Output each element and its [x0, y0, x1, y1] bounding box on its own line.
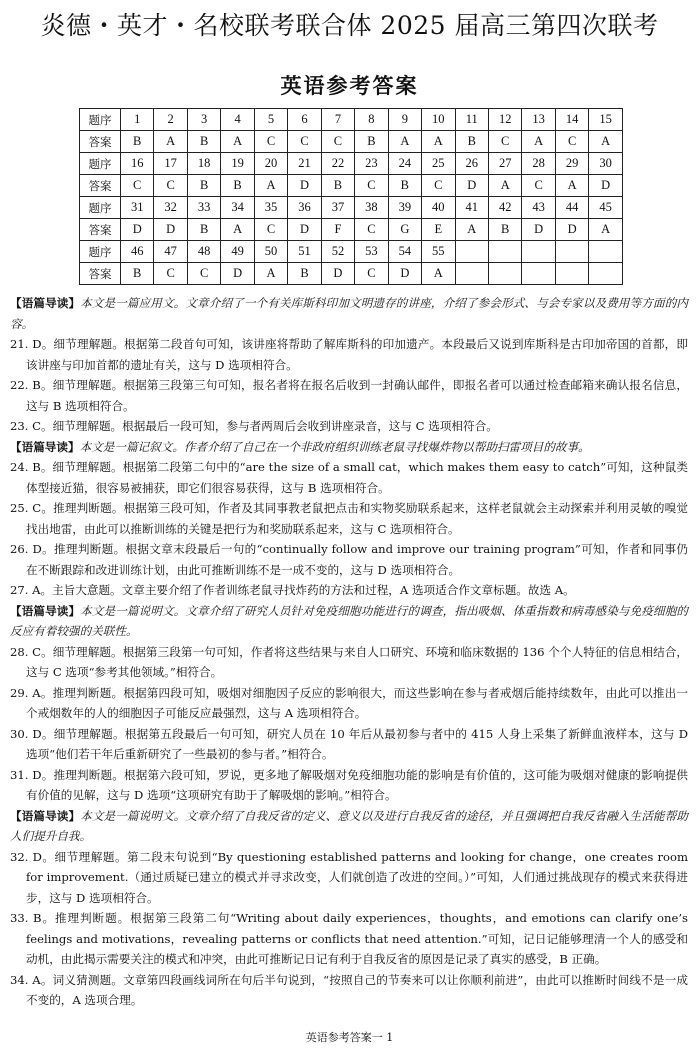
answer-cell: A — [455, 219, 488, 241]
question-number-cell: 43 — [522, 197, 555, 219]
question-number-cell: 51 — [288, 241, 321, 263]
answer-cell — [589, 263, 623, 285]
answer-cell — [488, 263, 521, 285]
question-number-row-label: 题序 — [80, 197, 121, 219]
answer-cell: C — [288, 131, 321, 153]
question-number-cell: 7 — [321, 109, 354, 131]
answer-cell: C — [254, 131, 287, 153]
question-number-cell: 41 — [455, 197, 488, 219]
question-number-cell: 20 — [254, 153, 287, 175]
question-number-cell: 12 — [488, 109, 521, 131]
question-number-row — [80, 109, 623, 131]
question-number-cell: 4 — [221, 109, 254, 131]
answer-cell: C — [422, 175, 455, 197]
answer-cell: B — [187, 219, 220, 241]
answer-cell: D — [288, 175, 321, 197]
page-title: 炎德・英才・名校联考联合体 2025 届高三第四次联考 — [40, 11, 659, 40]
answer-cell: C — [488, 131, 521, 153]
answer-row — [80, 175, 623, 197]
explanations — [10, 293, 688, 1011]
passage-intro-text: 本文是一篇应用文。文章介绍了一个有关库斯科印加文明遗存的讲座，介绍了参会形式、与会专家以及费用等方面的内容。 — [10, 296, 688, 331]
question-number-cell: 18 — [187, 153, 220, 175]
question-number-row-label: 题序 — [80, 153, 121, 175]
question-number-cell: 47 — [154, 241, 187, 263]
question-number-cell: 46 — [121, 241, 154, 263]
answer-cell: A — [388, 131, 421, 153]
passage-intro — [10, 806, 688, 847]
question-number-cell: 49 — [221, 241, 254, 263]
answer-row — [80, 131, 623, 153]
question-number-cell: 17 — [154, 153, 187, 175]
question-number-cell: 35 — [254, 197, 287, 219]
page-subtitle: 英语参考答案 — [280, 74, 419, 98]
answer-explanation: 23. C。细节理解题。根据最后一段可知，参与者两周后会收到讲座录音，这与 C 选项相符合。 — [10, 419, 498, 433]
answer-cell: D — [154, 219, 187, 241]
answer-cell: C — [355, 263, 388, 285]
answer-cell: A — [254, 175, 287, 197]
answer-cell: C — [154, 175, 187, 197]
answer-explanation: 34. A。词义猜测题。文章第四段画线词所在句后半句说到，“按照自己的节奏来可以让你顺利前进”，由此可以推断时间线不是一成不变的，A 选项合理。 — [10, 972, 688, 1007]
passage-intro — [10, 601, 688, 642]
answer-cell: C — [254, 219, 287, 241]
answer-cell: B — [221, 175, 254, 197]
answer-row-label: 答案 — [80, 263, 121, 285]
answer-explanation: 31. D。推理判断题。根据第六段可知，罗说，更多地了解吸烟对免疫细胞功能的影响是有价值的，这可能为吸烟对健康的影响提供有价值的见解，这与 D 选项“这项研究有助于了解吸烟的影响。”相符合。 — [10, 767, 688, 802]
passage-intro-text: 本文是一篇记叙文。作者介绍了自己在一个非政府组织训练老鼠寻找爆炸物以帮助扫雷项目的故事。 — [79, 439, 590, 454]
answer-row-label: 答案 — [80, 219, 121, 241]
answer-cell: A — [589, 219, 623, 241]
question-number-cell — [589, 241, 623, 263]
question-number-cell: 1 — [121, 109, 154, 131]
answer-cell: C — [522, 175, 555, 197]
answer-explanation: 26. D。推理判断题。根据文章末段最后一句的“continually follow and improve our training program”可知，作者和同事仍在不断跟踪和改进训练计划，由此可推断训练不是一成不变的，这与 D 选项相符合。 — [10, 542, 688, 577]
answer-cell: D — [555, 219, 588, 241]
question-number-row — [80, 153, 623, 175]
question-number-cell: 37 — [321, 197, 354, 219]
question-number-cell: 26 — [455, 153, 488, 175]
question-number-row — [80, 197, 623, 219]
passage-intro-text: 本文是一篇说明文。文章介绍了研究人员针对免疫细胞功能进行的调查，指出吸烟、体重指数和病毒感染与免疫细胞的反应有着较强的关联性。 — [10, 603, 688, 638]
answer-cell: D — [121, 219, 154, 241]
answer-cell: D — [455, 175, 488, 197]
answer-cell: B — [121, 131, 154, 153]
answer-cell: D — [221, 263, 254, 285]
question-number-cell — [488, 241, 521, 263]
answer-explanation: 25. C。推理判断题。根据第三段可知，作者及其同事教老鼠把点击和实物奖励联系起来，这样老鼠就会主动探索并利用灵敏的嗅觉找出地雷，由此可以推断训练的关键是把行为和奖励联系起来，这与 C 选项相符合。 — [10, 501, 688, 536]
passage-intro-text: 本文是一篇说明文。文章介绍了自我反省的定义、意义以及进行自我反省的途径，并且强调把自我反省融入生活能帮助人们提升自我。 — [10, 808, 688, 843]
passage-intro-tag: 【语篇导读】 — [10, 603, 81, 618]
question-number-cell: 39 — [388, 197, 421, 219]
answer-cell: A — [555, 175, 588, 197]
question-number-cell: 3 — [187, 109, 220, 131]
question-number-cell: 28 — [522, 153, 555, 175]
answer-explanation: 27. A。主旨大意题。文章主要介绍了作者训练老鼠寻找炸药的方法和过程，A 选项适合作文章标题。故选 A。 — [10, 583, 575, 597]
question-number-row-label: 题序 — [80, 109, 121, 131]
question-number-cell: 25 — [422, 153, 455, 175]
page-footer: 英语参考答案一 1 — [305, 1031, 394, 1044]
answer-cell: C — [355, 175, 388, 197]
question-number-cell: 36 — [288, 197, 321, 219]
answer-cell: B — [388, 175, 421, 197]
answer-cell: A — [154, 131, 187, 153]
answer-cell: B — [488, 219, 521, 241]
answer-row — [80, 219, 623, 241]
answer-cell: A — [422, 263, 455, 285]
answer-row-label: 答案 — [80, 131, 121, 153]
question-number-cell — [555, 241, 588, 263]
question-number-cell: 21 — [288, 153, 321, 175]
answer-cell: A — [221, 219, 254, 241]
question-number-cell — [455, 241, 488, 263]
question-number-cell: 6 — [288, 109, 321, 131]
question-number-cell: 24 — [388, 153, 421, 175]
answer-cell: A — [221, 131, 254, 153]
answer-table — [79, 108, 623, 285]
answer-explanation: 32. D。细节理解题。第二段末句说到“By questioning established patterns and looking for change，one creates room for improvement.（通过质疑已建立的模式并寻求改变，人们就创造了改进的空间。）”可知，人们通过挑战现存的模式来获得进步，这与 D 选项相符合。 — [10, 849, 688, 905]
answer-explanation: 29. A。推理判断题。根据第四段可知，吸烟对细胞因子反应的影响很大，而这些影响在参与者戒烟后能持续数年，由此可以推出一个戒烟数年的人的细胞因子可能反应最强烈，这与 A 选项相符合。 — [10, 685, 688, 720]
answer-explanation: 24. B。细节理解题。根据第二段第二句中的“are the size of a small cat，which makes them easy to catch”可知，这种鼠类体型接近猫，很容易被捕获，即它们很容易获得，这与 B 选项相符合。 — [10, 460, 688, 495]
answer-cell: G — [388, 219, 421, 241]
question-number-cell: 40 — [422, 197, 455, 219]
question-number-cell: 16 — [121, 153, 154, 175]
answer-cell: B — [321, 175, 354, 197]
question-number-cell: 29 — [555, 153, 588, 175]
question-number-cell: 44 — [555, 197, 588, 219]
question-number-cell: 27 — [488, 153, 521, 175]
question-number-cell: 55 — [422, 241, 455, 263]
question-number-cell: 31 — [121, 197, 154, 219]
question-number-cell: 9 — [388, 109, 421, 131]
answer-cell: E — [422, 219, 455, 241]
question-number-cell: 53 — [355, 241, 388, 263]
question-number-cell: 30 — [589, 153, 623, 175]
answer-cell: D — [321, 263, 354, 285]
answer-cell: B — [187, 131, 220, 153]
question-number-cell: 33 — [187, 197, 220, 219]
question-number-cell: 45 — [589, 197, 623, 219]
answer-explanation: 21. D。细节理解题。根据第二段首句可知，该讲座将帮助了解库斯科的印加遗产。本段最后又说到库斯科是古印加帝国的首都，即该讲座与印加首都的遗址有关，这与 D 选项相符合。 — [10, 337, 688, 372]
question-number-cell: 42 — [488, 197, 521, 219]
passage-intro-tag: 【语篇导读】 — [10, 808, 81, 823]
question-number-cell: 38 — [355, 197, 388, 219]
question-number-cell: 2 — [154, 109, 187, 131]
answer-cell: A — [254, 263, 287, 285]
answer-cell: C — [321, 131, 354, 153]
question-number-cell: 50 — [254, 241, 287, 263]
question-number-cell: 23 — [355, 153, 388, 175]
answer-cell: C — [355, 219, 388, 241]
question-number-cell: 48 — [187, 241, 220, 263]
answer-cell: B — [288, 263, 321, 285]
answer-cell: D — [522, 219, 555, 241]
answer-cell: D — [388, 263, 421, 285]
answer-row — [80, 263, 623, 285]
answer-cell — [522, 263, 555, 285]
answer-cell: B — [355, 131, 388, 153]
answer-explanation: 28. C。细节理解题。根据第三段第一句可知，作者将这些结果与来自人口研究、环境和临床数据的 136 个个人特征的信息相结合，这与 C 选项“参考其他领域。”相符合。 — [10, 644, 688, 679]
answer-explanation: 30. D。细节理解题。根据第五段最后一句可知，研究人员在 10 年后从最初参与者中的 415 人身上采集了新鲜血液样本，这与 D 选项“他们若干年后重新研究了一些最初的参与者。”相符合。 — [10, 726, 688, 761]
question-number-cell: 34 — [221, 197, 254, 219]
answer-cell: A — [522, 131, 555, 153]
answer-cell: A — [422, 131, 455, 153]
answer-cell: A — [488, 175, 521, 197]
question-number-cell: 22 — [321, 153, 354, 175]
question-number-cell: 11 — [455, 109, 488, 131]
question-number-cell: 54 — [388, 241, 421, 263]
answer-explanation: 33. B。推理判断题。根据第三段第二句“Writing about daily experiences，thoughts，and emotions can clarify one’s feelings and motivations，revealing patterns or conflicts that need attention.”可知，记日记能够理清一个人的感受和动机，由此揭示需要关注的模式和冲突，由此可推断记日记有利于自我反省的原因是记录了真实的感受，B 正确。 — [10, 911, 688, 966]
answer-cell — [455, 263, 488, 285]
answer-cell: C — [121, 175, 154, 197]
answer-cell: B — [121, 263, 154, 285]
passage-intro-tag: 【语篇导读】 — [10, 439, 80, 454]
question-number-row-label: 题序 — [80, 241, 121, 263]
answer-cell: D — [288, 219, 321, 241]
question-number-cell: 14 — [555, 109, 588, 131]
answer-cell: F — [321, 219, 354, 241]
question-number-cell: 13 — [522, 109, 555, 131]
question-number-cell: 52 — [321, 241, 354, 263]
question-number-cell: 8 — [355, 109, 388, 131]
passage-intro — [10, 437, 688, 458]
answer-explanation: 22. B。细节理解题。根据第三段第三句可知，报名者将在报名后收到一封确认邮件，即报名者可以通过检查邮箱来确认报名信息，这与 B 选项相符合。 — [10, 378, 688, 413]
question-number-row — [80, 241, 623, 263]
question-number-cell: 32 — [154, 197, 187, 219]
question-number-cell: 5 — [254, 109, 287, 131]
question-number-cell: 10 — [422, 109, 455, 131]
question-number-cell: 15 — [589, 109, 623, 131]
answer-cell — [555, 263, 588, 285]
question-number-cell — [522, 241, 555, 263]
answer-cell: B — [187, 175, 220, 197]
question-number-cell: 19 — [221, 153, 254, 175]
answer-row-label: 答案 — [80, 175, 121, 197]
answer-cell: A — [589, 131, 623, 153]
answer-cell: B — [455, 131, 488, 153]
passage-intro-tag: 【语篇导读】 — [10, 296, 81, 310]
answer-cell: D — [589, 175, 623, 197]
answer-cell: C — [154, 263, 187, 285]
passage-intro — [10, 293, 688, 334]
answer-cell: C — [555, 131, 588, 153]
answer-cell: C — [187, 263, 220, 285]
